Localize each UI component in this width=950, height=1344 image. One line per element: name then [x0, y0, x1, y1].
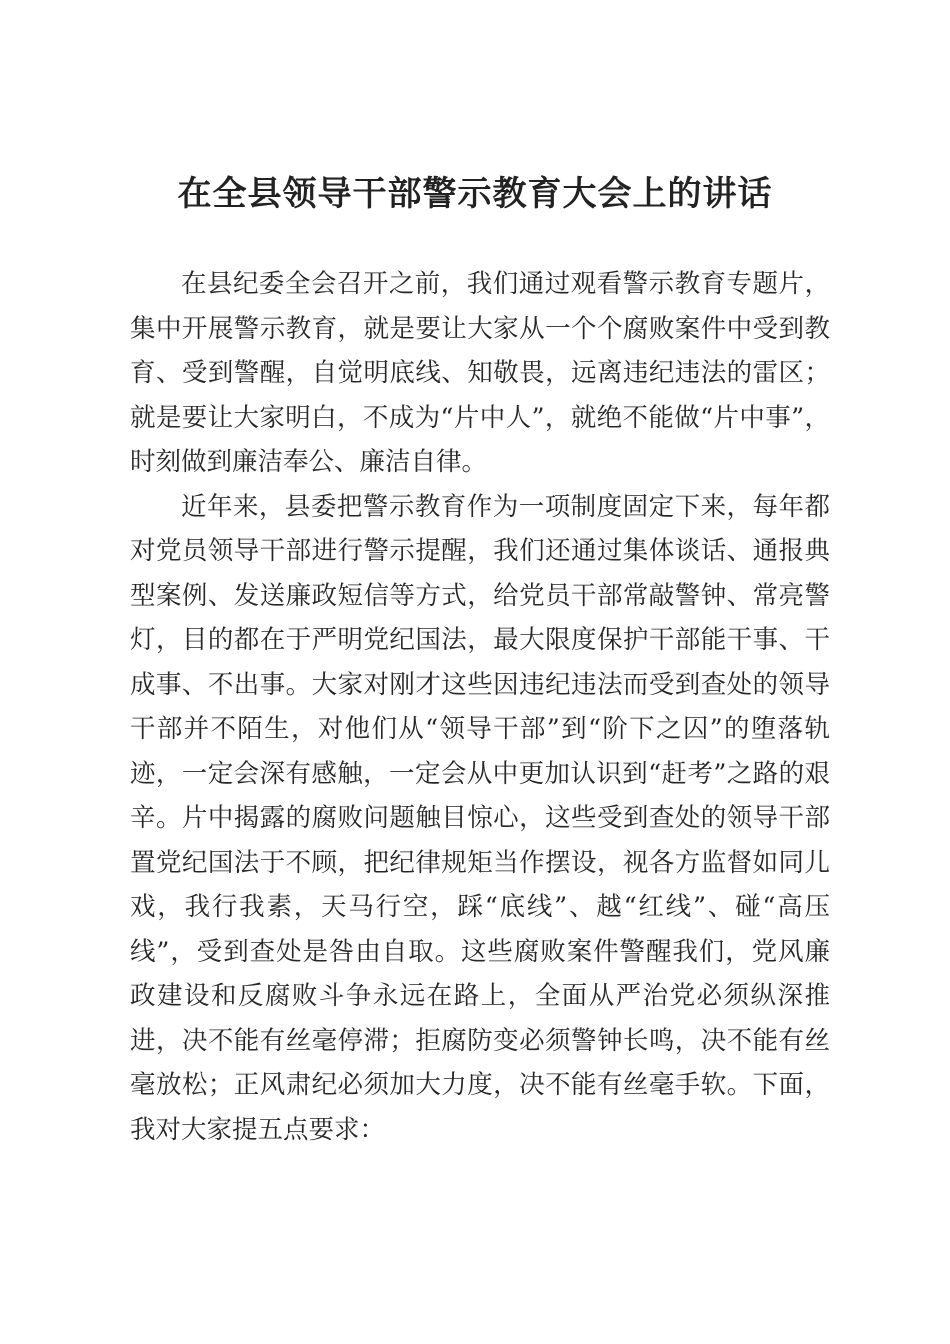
paragraph-1: 在县纪委全会召开之前，我们通过观看警示教育专题片，集中开展警示教育，就是要让大家从一个个腐败案件中受到教育、受到警醒，自觉明底线、知敬畏，远离违纪违法的雷区；就是要让大家明白，不成为“片中人”，就绝不能做“片中事”，时刻做到廉洁奉公、廉洁自律。 [130, 269, 830, 477]
paragraph-2: 近年来，县委把警示教育作为一项制度固定下来，每年都对党员领导干部进行警示提醒，我们还通过集体谈话、通报典型案例、发送廉政短信等方式，给党员干部常敲警钟、常亮警灯，目的都在于严明党纪国法，最大限度保护干部能干事、干成事、不出事。大家对刚才这些因违纪违法而受到查处的领导干部并不陌生，对他们从“领导干部”到“阶下之囚”的堕落轨迹，一定会深有感触，一定会从中更加认识到“赶考”之路的艰辛。片中揭露的腐败问题触目惊心，这些受到查处的领导干部置党纪国法于不顾，把纪律规矩当作摆设，视各方监督如同儿戏，我行我素，天马行空，踩“底线”、越“红线”、碰“高压线”，受到查处是咎由自取。这些腐败案件警醒我们，党风廉政建设和反腐败斗争永远在路上，全面从严治党必须纵深推进，决不能有丝毫停滞；拒腐防变必须警钟长鸣，决不能有丝毫放松；正风肃纪必须加大力度，决不能有丝毫手软。下面，我对大家提五点要求： [130, 491, 830, 1145]
document-title: 在全县领导干部警示教育大会上的讲话 [177, 174, 773, 214]
document-body [130, 262, 830, 1152]
